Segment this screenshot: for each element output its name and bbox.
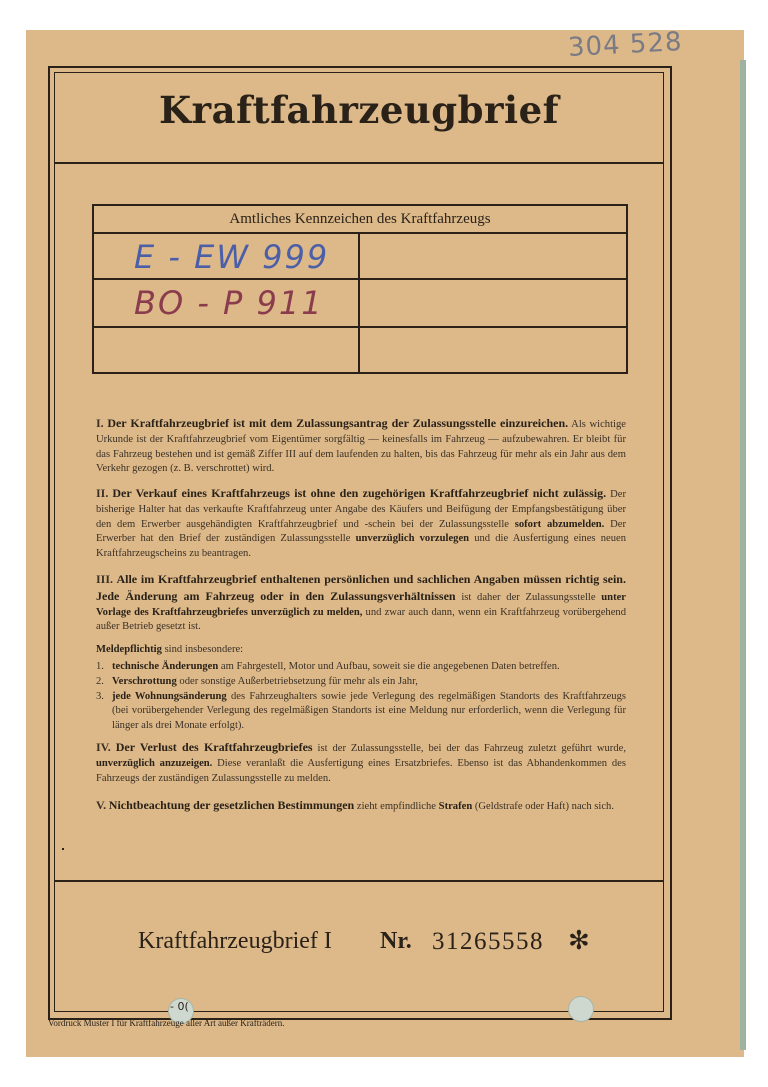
section-text: ist der Zulassungsstelle, bei der das Fahrzeug zuletzt geführt wurde, [317, 743, 626, 754]
section-emphasis: sofort abzumelden. [514, 518, 605, 530]
plate-table-header: Amtliches Kennzeichen des Kraftfahrzeugs [94, 206, 626, 234]
section-iii [96, 572, 626, 734]
list-item [96, 660, 626, 675]
section-text: und die Ausfertigung eines neuen Kraftfahrzeugscheins zu beantragen. [96, 533, 626, 560]
section-text: ist daher der Zulassungsstelle [461, 591, 596, 603]
document-title: Kraftfahrzeugbrief [158, 88, 560, 132]
list-item-text: des Fahrzeughalters sowie jede Verlegung des regelmäßigen Standorts des Kraftfahrzeugs (bei vorübergehender Verlegung des regelmäßigen Standorts ist eine Meldung nur erforderlich, wenn die Verlegung für länger als drei Monate erfolgt). [112, 690, 626, 732]
license-plate-table [92, 204, 628, 374]
section-number: I. [96, 416, 104, 430]
section-emphasis: unverzüglich vorzulegen [355, 533, 470, 545]
section-lead: Der Verkauf eines Kraftfahrzeugs ist ohne den zugehörigen Kraftfahrzeugbrief nicht zulässig. [112, 486, 607, 500]
form-note: Vordruck Muster I für Kraftfahrzeuge aller Art außer Krafträdern. [48, 1018, 285, 1028]
section-emphasis: Strafen [438, 801, 473, 812]
plate-entry-2: BO - P 911 [134, 284, 324, 322]
paper-edge [740, 60, 746, 1050]
list-item-text: am Fahrgestell, Motor und Aufbau, soweit sie die angegebenen Daten betreffen. [220, 660, 560, 672]
list-item-bold: Verschrottung [112, 675, 177, 687]
list-number: 3. [96, 690, 104, 702]
section-emphasis: unverzüglich anzuzeigen. [96, 757, 213, 769]
list-item [96, 690, 626, 734]
section-text: zieht empfindliche [356, 801, 437, 812]
meldepflichtig-label: Meldepflichtig [96, 644, 162, 656]
section-ii [96, 486, 626, 562]
section-text: Der bisherige Halter hat das verkaufte Kraftfahrzeug unter Angabe des Käufers und Beifügung der Empfangsbestätigung über den dem Erwerber ausgehändigten Kraftfahrzeugbrief und -schein bei der Zulassungsstelle [96, 489, 626, 530]
footer-title: Kraftfahrzeugbrief I [138, 928, 332, 954]
section-emphasis: unter Vorlage des Kraftfahrzeugbriefes unverzüglich zu melden, [96, 591, 626, 618]
stamp-mark: - 0( [170, 1000, 189, 1013]
section-text: und zwar auch dann, wenn ein Kraftfahrzeug vorübergehend außer Betrieb gesetzt ist. [96, 606, 627, 633]
footer-nr-label: Nr. [380, 928, 412, 954]
star-icon: ✻ [568, 926, 590, 956]
archive-number: 304 528 [567, 27, 684, 63]
list-item-bold: jede Wohnungsänderung [112, 690, 227, 702]
meldepflichtig-text: sind insbesondere: [164, 644, 244, 656]
section-lead: Der Kraftfahrzeugbrief ist mit dem Zulassungsantrag der Zulassungsstelle einzureichen. [107, 416, 569, 430]
ink-dot [62, 848, 64, 850]
section-number: III. [96, 572, 114, 586]
section-v [96, 798, 626, 815]
plate-column-divider [358, 232, 360, 372]
section-text: (Geldstrafe oder Haft) nach sich. [474, 801, 615, 812]
punch-hole [568, 996, 594, 1022]
list-number: 1. [96, 660, 104, 672]
section-lead: Der Verlust des Kraftfahrzeugbriefes [115, 740, 313, 754]
section-lead: Nichtbeachtung der gesetzlichen Bestimmungen [108, 798, 355, 812]
document-number: 31265558 [432, 928, 544, 955]
section-lead: Alle im Kraftfahrzeugbrief enthaltenen persönlichen und sachlichen Angaben müssen richtig sein. Jede Änderung am Fahrzeug oder in den Zulassungsverhältnissen [96, 572, 626, 603]
section-number: V. [96, 798, 107, 812]
list-item [96, 675, 626, 690]
section-iv [96, 740, 626, 786]
title-divider [54, 162, 664, 164]
section-text: Als wichtige Urkunde ist der Kraftfahrzeugbrief vom Eigentümer sorgfältig — keinesfalls im Fahrzeug — aufzubewahren. Er bleibt für das Fahrzeug bestehen und ist gemäß Ziffer III auf dem laufenden zu halten, bis das Fahrzeug für mehr als ein Jahr aus dem Verkehr gezogen (z. B. verschrottet) wird. [96, 419, 626, 475]
list-number: 2. [96, 675, 104, 687]
list-item-bold: technische Änderungen [112, 660, 219, 672]
section-number: II. [96, 486, 109, 500]
section-text: Der Erwerber hat den Brief der zuständigen Zulassungsstelle [96, 518, 626, 545]
section-text: Diese veranlaßt die Ausfertigung eines Ersatzbriefes. Ebenso ist das Abhandenkommen des Fahrzeugs der zuständigen Zulassungsstelle zu melden. [96, 757, 626, 784]
meldepflichtig-list [96, 660, 626, 734]
list-item-text: oder sonstige Außerbetriebsetzung für mehr als ein Jahr, [179, 675, 418, 687]
section-number: IV. [96, 740, 111, 754]
plate-entry-1: E - EW 999 [134, 238, 330, 276]
section-i [96, 416, 626, 477]
footer-divider [54, 880, 664, 882]
